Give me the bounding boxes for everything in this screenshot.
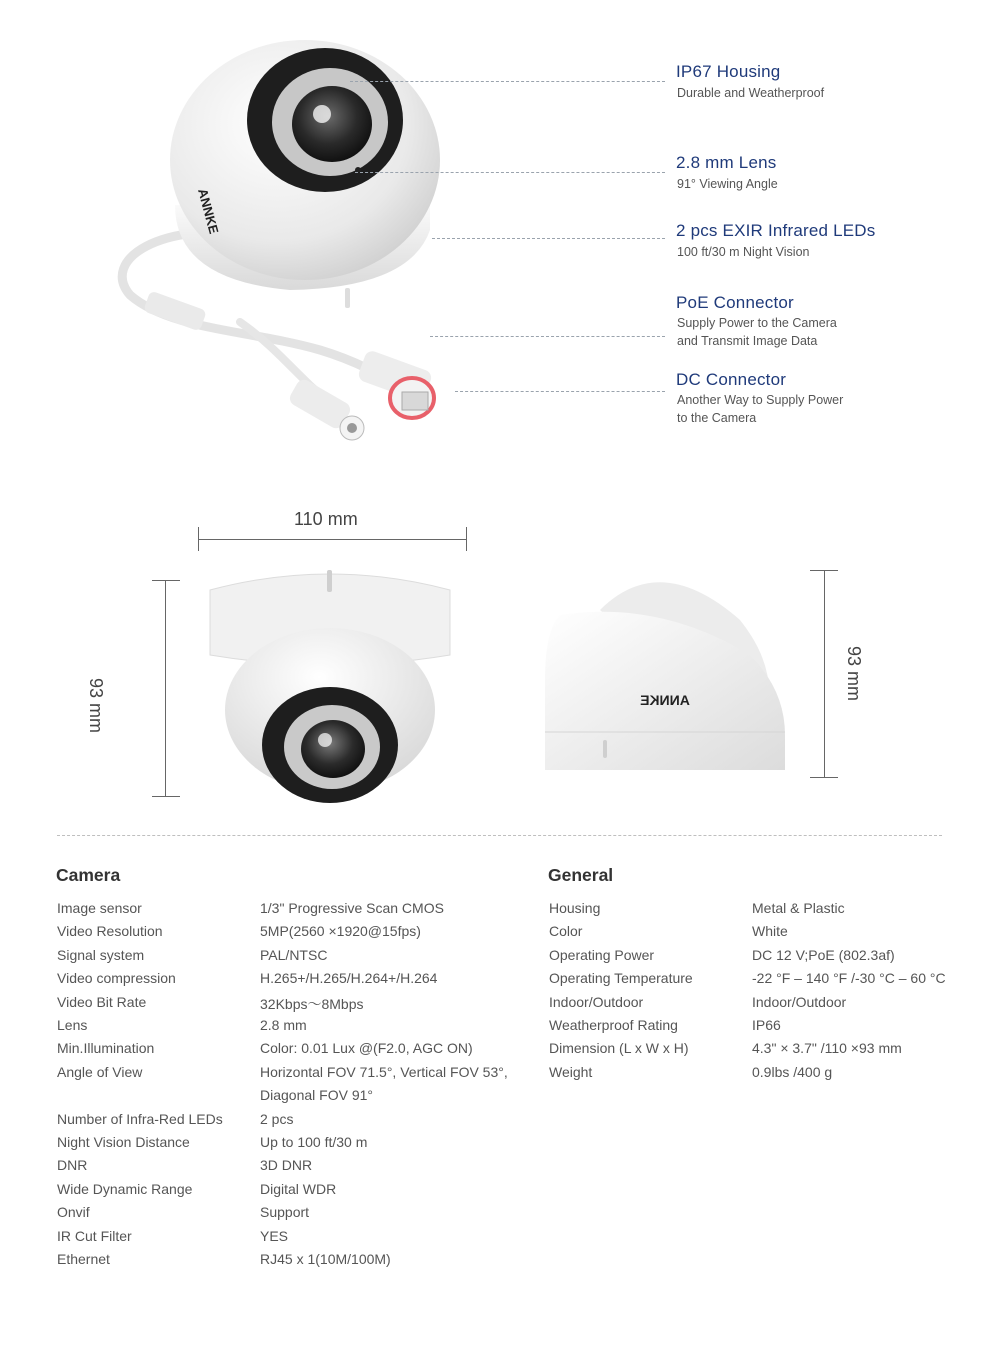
camera-spec-label: Number of Infra-Red LEDs <box>57 1110 223 1127</box>
camera-side-view <box>540 560 790 785</box>
camera-spec-label: IR Cut Filter <box>57 1227 132 1244</box>
leader-dc <box>455 391 665 392</box>
poe-connector <box>357 349 434 418</box>
feature-title-poe: PoE Connector <box>676 293 794 312</box>
poe-cable-grip <box>143 290 207 331</box>
camera-spec-value: Horizontal FOV 71.5°, Vertical FOV 53°, <box>260 1063 508 1080</box>
side-height-label: 93 mm <box>844 646 864 702</box>
camera-spec-value: Up to 100 ft/30 m <box>260 1134 368 1150</box>
general-spec-value: -22 °F – 140 °F /-30 °C – 60 °C <box>752 970 946 987</box>
front-height-tick-top <box>152 580 180 581</box>
general-spec-value: White <box>752 923 788 940</box>
general-spec-value: Indoor/Outdoor <box>752 993 847 1010</box>
feature-sub-dc-1: Another Way to Supply Power <box>677 393 844 407</box>
camera-spec-label: Video Bit Rate <box>57 993 147 1010</box>
section-divider <box>57 835 942 836</box>
camera-spec-value: 32Kbps〜8Mbps <box>260 995 364 1012</box>
camera-spec-label: DNR <box>57 1157 88 1174</box>
feature-title-dc: DC Connector <box>676 370 787 389</box>
width-tick-left <box>198 527 199 551</box>
feature-sub-leds: 100 ft/30 m Night Vision <box>677 245 810 259</box>
camera-spec-value: Support <box>260 1204 310 1221</box>
camera-spec-label: Onvif <box>57 1204 90 1221</box>
camera-spec-label: Night Vision Distance <box>57 1134 190 1150</box>
camera-spec-value: H.265+/H.265/H.264+/H.264 <box>260 970 438 987</box>
camera-spec-label: Image sensor <box>57 900 142 916</box>
feature-sub-poe-1: Supply Power to the Camera <box>677 316 837 330</box>
camera-spec-value: 1/3" Progressive Scan CMOS <box>260 900 444 916</box>
camera-spec-label: Lens <box>57 1017 88 1033</box>
general-spec-label: Operating Power <box>549 946 655 963</box>
camera-spec-value: Diagonal FOV 91° <box>260 1087 373 1104</box>
general-spec-label: Indoor/Outdoor <box>549 993 644 1010</box>
general-spec-label: Operating Temperature <box>549 970 693 987</box>
general-spec-label: Color <box>549 923 583 940</box>
leader-ip67 <box>350 81 665 82</box>
general-spec-label: Weatherproof Rating <box>549 1017 678 1033</box>
front-height-tick-bottom <box>152 796 180 797</box>
general-spec-heading: General <box>548 865 614 885</box>
camera-spec-value: 5MP(2560 ×1920@15fps) <box>260 923 421 940</box>
front-height-label: 93 mm <box>86 678 106 734</box>
camera-spec-label: Ethernet <box>57 1251 110 1267</box>
feature-sub-ip67: Durable and Weatherproof <box>677 86 825 100</box>
camera-spec-value: YES <box>260 1227 289 1244</box>
general-spec-value: 0.9lbs /400 g <box>752 1063 833 1080</box>
width-dimension-line <box>198 539 466 540</box>
camera-spec-label: Video compression <box>57 970 176 987</box>
feature-title-ip67: IP67 Housing <box>676 62 781 81</box>
camera-spec-label: Signal system <box>57 946 145 963</box>
width-dimension-label: 110 mm <box>294 509 358 529</box>
camera-spec-label: Wide Dynamic Range <box>57 1180 193 1197</box>
camera-hero-illustration <box>90 30 570 470</box>
general-spec-value: Metal & Plastic <box>752 900 845 916</box>
camera-spec-label: Min.Illumination <box>57 1040 155 1057</box>
leader-lens <box>355 172 665 173</box>
general-spec-value: IP66 <box>752 1017 781 1033</box>
side-height-tick-top <box>810 570 838 571</box>
camera-spec-value: RJ45 x 1(10M/100M) <box>260 1251 391 1267</box>
camera-spec-value: 2.8 mm <box>260 1017 307 1033</box>
camera-spec-heading: Camera <box>56 865 121 885</box>
front-height-line <box>165 580 166 796</box>
feature-sub-lens: 91° Viewing Angle <box>677 177 778 191</box>
general-spec-value: DC 12 V;PoE (802.3af) <box>752 946 895 963</box>
feature-title-leds: 2 pcs EXIR Infrared LEDs <box>676 221 876 240</box>
camera-spec-label: Video Resolution <box>57 923 163 940</box>
side-height-line <box>824 570 825 777</box>
dc-connector <box>287 377 364 440</box>
camera-spec-label: Angle of View <box>57 1063 143 1080</box>
camera-spec-value: Color: 0.01 Lux @(F2.0, AGC ON) <box>260 1040 473 1057</box>
side-brand-logo: ANNKE <box>640 692 690 708</box>
camera-front-view <box>200 560 460 805</box>
leader-leds <box>432 238 665 239</box>
feature-title-lens: 2.8 mm Lens <box>676 153 777 172</box>
camera-spec-value: 3D DNR <box>260 1157 313 1174</box>
general-spec-label: Dimension (L x W x H) <box>549 1040 689 1057</box>
hero-brand-logo: ANNKE <box>195 186 222 236</box>
feature-sub-poe-2: and Transmit Image Data <box>677 334 818 348</box>
width-tick-right <box>466 527 467 551</box>
general-spec-label: Housing <box>549 900 601 916</box>
general-spec-value: 4.3" × 3.7" /110 ×93 mm <box>752 1040 902 1057</box>
camera-spec-value: Digital WDR <box>260 1180 337 1197</box>
general-spec-label: Weight <box>549 1063 593 1080</box>
camera-spec-value: 2 pcs <box>260 1110 294 1127</box>
leader-poe <box>430 336 665 337</box>
camera-spec-value: PAL/NTSC <box>260 946 328 963</box>
side-height-tick-bottom <box>810 777 838 778</box>
feature-sub-dc-2: to the Camera <box>677 411 757 425</box>
